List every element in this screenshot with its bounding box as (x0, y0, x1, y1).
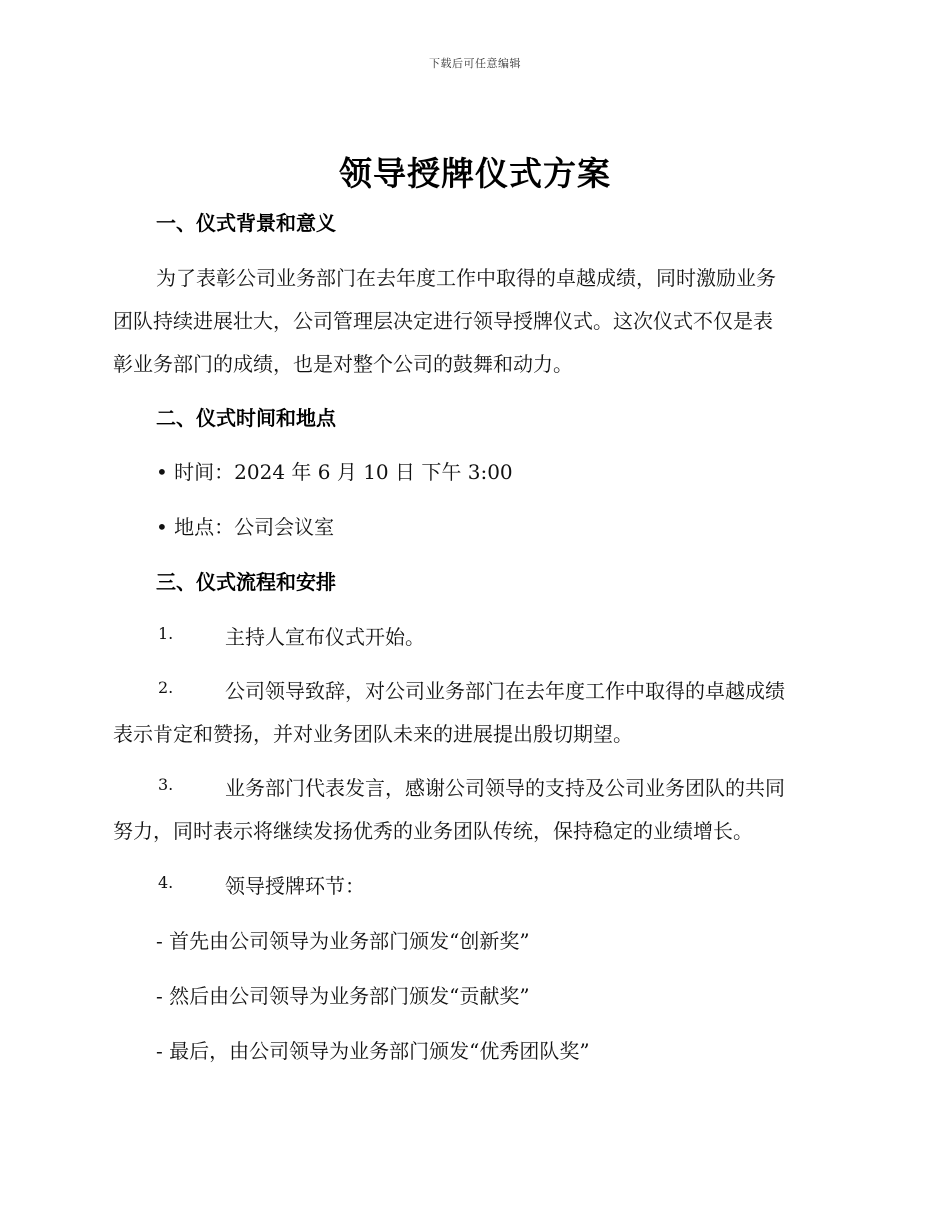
list-item-text-continued: 努力，同时表示将继续发扬优秀的业务团队传统，保持稳定的业绩增长。 (113, 819, 753, 843)
time-item: • 时间：2024 年 6 月 10 日 下午 3:00 (156, 460, 513, 484)
list-item-text: 主持人宣布仪式开始。 (225, 625, 425, 649)
award-sub-item: - 首先由公司领导为业务部门颁发“创新奖” (156, 929, 530, 953)
header-note: 下载后可任意编辑 (429, 57, 521, 70)
list-item-text: 业务部门代表发言，感谢公司领导的支持及公司业务团队的共同 (225, 776, 785, 800)
section-heading-process: 三、仪式流程和安排 (156, 570, 336, 594)
document-title: 领导授牌仪式方案 (339, 154, 611, 193)
section-heading-background: 一、仪式背景和意义 (156, 211, 336, 235)
section-heading-time-place: 二、仪式时间和地点 (156, 406, 336, 430)
paragraph-line: 为了表彰公司业务部门在去年度工作中取得的卓越成绩，同时激励业务 (156, 266, 776, 290)
list-item-number: 3. (158, 775, 174, 794)
paragraph-line: 团队持续进展壮大，公司管理层决定进行领导授牌仪式。这次仪式不仅是表 (113, 309, 773, 333)
list-item-number: 4. (158, 873, 174, 892)
paragraph-line: 彰业务部门的成绩，也是对整个公司的鼓舞和动力。 (113, 352, 573, 376)
place-item: • 地点：公司会议室 (156, 515, 335, 539)
award-sub-item: - 最后，由公司领导为业务部门颁发“优秀团队奖” (156, 1039, 590, 1063)
list-item-text: 公司领导致辞，对公司业务部门在去年度工作中取得的卓越成绩 (225, 679, 785, 703)
list-item-number: 2. (158, 678, 174, 697)
list-item-number: 1. (158, 624, 174, 643)
list-item-text: 领导授牌环节： (225, 874, 365, 898)
list-item-text-continued: 表示肯定和赞扬，并对业务团队未来的进展提出殷切期望。 (113, 722, 633, 746)
award-sub-item: - 然后由公司领导为业务部门颁发“贡献奖” (156, 984, 530, 1008)
